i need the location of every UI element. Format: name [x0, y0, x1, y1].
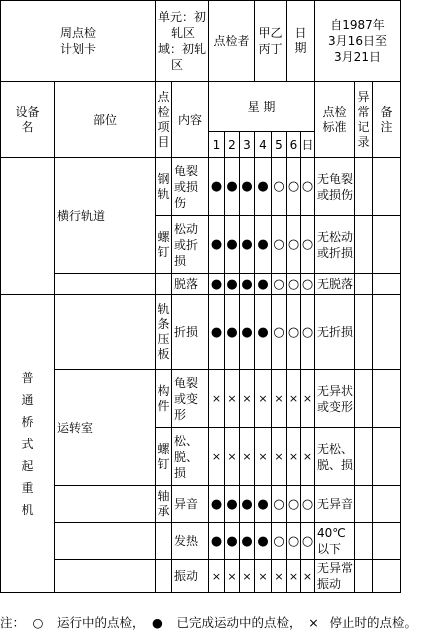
day-header: 日 — [301, 132, 315, 158]
card-title: 周点检 计划卡 — [1, 1, 156, 82]
standard-cell: 无脱落 — [315, 274, 355, 295]
day-mark: ● — [240, 523, 255, 560]
item-cell: 轨条压板 — [156, 295, 172, 370]
content-cell: 脱落 — [172, 274, 209, 295]
open-circle-icon: ○ — [32, 615, 44, 630]
day-mark: × — [209, 370, 225, 428]
part-cell — [55, 295, 156, 370]
item-cell — [156, 560, 172, 593]
part-cell — [55, 560, 156, 593]
day-mark: × — [255, 428, 272, 486]
inspector-label: 点检者 — [209, 1, 255, 82]
abnormal-cell — [355, 274, 373, 295]
day-mark: × — [225, 428, 240, 486]
equipment-header: 设备名 — [1, 82, 55, 158]
part-cell: 横行轨道 — [55, 158, 156, 274]
day-mark: ● — [255, 486, 272, 523]
standard-cell: 无松、脱、损 — [315, 428, 355, 486]
day-mark: ○ — [272, 158, 287, 216]
remark-cell — [373, 216, 401, 274]
part-cell — [55, 486, 156, 523]
day-mark: ● — [255, 523, 272, 560]
day-mark: ● — [240, 158, 255, 216]
remark-cell — [373, 370, 401, 428]
item-cell: 螺钉 — [156, 216, 172, 274]
day-mark: × — [255, 370, 272, 428]
table-row — [1, 370, 401, 428]
day-mark: × — [301, 370, 315, 428]
day-mark: ○ — [287, 274, 301, 295]
day-mark: ○ — [272, 523, 287, 560]
remark-cell — [373, 523, 401, 560]
remark-cell — [373, 428, 401, 486]
remark-header: 备注 — [373, 82, 401, 158]
cross-text: 停止时的点检。 — [329, 615, 417, 630]
content-header: 内容 — [172, 82, 209, 158]
day-mark: ○ — [287, 295, 301, 370]
standard-cell: 无龟裂或损伤 — [315, 158, 355, 216]
table-row — [1, 560, 401, 593]
content-cell: 松动或折损 — [172, 216, 209, 274]
day-mark: ○ — [301, 158, 315, 216]
day-mark: ● — [225, 523, 240, 560]
item-cell: 构件 — [156, 370, 172, 428]
item-cell — [156, 274, 172, 295]
day-mark: × — [209, 428, 225, 486]
day-mark: × — [272, 560, 287, 593]
day-header: 2 — [225, 132, 240, 158]
day-mark: ○ — [272, 295, 287, 370]
day-mark: ○ — [287, 523, 301, 560]
day-mark: ○ — [272, 274, 287, 295]
day-mark: ● — [209, 523, 225, 560]
day-mark: ● — [209, 295, 225, 370]
open-circle-text: 运行中的点检， — [56, 615, 145, 630]
standard-cell: 无松动或折损 — [315, 216, 355, 274]
remark-cell — [373, 158, 401, 216]
abnormal-cell — [355, 370, 373, 428]
day-mark: ● — [209, 274, 225, 295]
day-mark: × — [301, 560, 315, 593]
part-cell — [55, 523, 156, 560]
day-mark: ● — [209, 486, 225, 523]
day-header: 6 — [287, 132, 301, 158]
table-row — [1, 158, 401, 216]
remark-cell — [373, 560, 401, 593]
day-mark: × — [287, 370, 301, 428]
content-cell: 发热 — [172, 523, 209, 560]
day-mark: ○ — [301, 295, 315, 370]
day-mark: ○ — [301, 274, 315, 295]
content-cell: 松、脱、损 — [172, 428, 209, 486]
remark-cell — [373, 486, 401, 523]
day-mark: × — [287, 428, 301, 486]
day-header: 1 — [209, 132, 225, 158]
content-cell: 龟裂或损伤 — [172, 158, 209, 216]
day-mark: ○ — [272, 216, 287, 274]
day-mark: ○ — [287, 486, 301, 523]
item-cell: 钢轨 — [156, 158, 172, 216]
abnormal-cell — [355, 523, 373, 560]
day-mark: ● — [209, 158, 225, 216]
shift-label: 甲乙 丙丁 — [255, 1, 287, 82]
filled-circle-text: 已完成运动中的点检， — [176, 615, 302, 630]
day-mark: ○ — [301, 216, 315, 274]
abnormal-cell — [355, 295, 373, 370]
inspection-period: 自1987年 3月16日至 3月21日 — [315, 1, 401, 82]
item-cell: 轴承 — [156, 486, 172, 523]
day-mark: × — [240, 428, 255, 486]
item-header: 点检项目 — [156, 82, 172, 158]
remark-cell — [373, 274, 401, 295]
day-mark: ● — [225, 274, 240, 295]
day-mark: ● — [225, 295, 240, 370]
abnormal-cell — [355, 560, 373, 593]
content-cell: 龟裂或变形 — [172, 370, 209, 428]
day-header: 4 — [255, 132, 272, 158]
standard-cell: 40℃以下 — [315, 523, 355, 560]
abnormal-cell — [355, 216, 373, 274]
day-mark: × — [272, 428, 287, 486]
day-mark: ● — [225, 216, 240, 274]
remark-cell — [373, 295, 401, 370]
day-mark: ● — [225, 486, 240, 523]
abnormal-cell — [355, 158, 373, 216]
day-mark: × — [272, 370, 287, 428]
day-header: 5 — [272, 132, 287, 158]
unit-area: 单元：初 轧区 域：初轧 区 — [156, 1, 209, 82]
legend-note — [0, 611, 434, 635]
day-mark: × — [209, 560, 225, 593]
filled-circle-icon: ● — [152, 615, 163, 630]
equipment-cell: 普通桥式起重机 — [1, 295, 55, 593]
header-row — [1, 1, 401, 82]
day-mark: ● — [240, 295, 255, 370]
day-mark: × — [225, 370, 240, 428]
part-cell: 运转室 — [55, 370, 156, 486]
part-cell — [55, 274, 156, 295]
day-mark: ● — [240, 486, 255, 523]
table-row — [1, 523, 401, 560]
content-cell: 异音 — [172, 486, 209, 523]
day-mark: ● — [255, 158, 272, 216]
day-mark: ○ — [301, 523, 315, 560]
content-cell: 折损 — [172, 295, 209, 370]
day-mark: ● — [255, 216, 272, 274]
equipment-cell — [1, 158, 55, 295]
item-cell — [156, 523, 172, 560]
day-mark: × — [301, 428, 315, 486]
table-row — [1, 486, 401, 523]
day-mark: × — [240, 560, 255, 593]
day-mark: ● — [255, 274, 272, 295]
day-mark: ● — [225, 158, 240, 216]
cross-icon: × — [308, 615, 319, 630]
standard-cell: 无异音 — [315, 486, 355, 523]
table-row — [1, 295, 401, 370]
day-mark: × — [287, 560, 301, 593]
day-header: 3 — [240, 132, 255, 158]
day-mark: ● — [209, 216, 225, 274]
day-mark: × — [240, 370, 255, 428]
standard-cell: 无异常振动 — [315, 560, 355, 593]
column-header-row — [1, 82, 401, 132]
day-mark: × — [225, 560, 240, 593]
table-row — [1, 274, 401, 295]
note-prefix: 注： — [0, 615, 26, 630]
item-cell: 螺钉 — [156, 428, 172, 486]
content-cell: 振动 — [172, 560, 209, 593]
abnormal-cell — [355, 428, 373, 486]
day-mark: ○ — [301, 486, 315, 523]
day-mark: ○ — [287, 158, 301, 216]
day-mark: × — [255, 560, 272, 593]
abnormal-cell — [355, 486, 373, 523]
week-header: 星 期 — [209, 82, 315, 132]
abnormal-header: 异常记录 — [355, 82, 373, 158]
standard-cell: 无异状或变形 — [315, 370, 355, 428]
part-header: 部位 — [55, 82, 156, 158]
day-mark: ● — [240, 274, 255, 295]
day-mark: ○ — [287, 216, 301, 274]
day-mark: ○ — [272, 486, 287, 523]
standard-header: 点检标准 — [315, 82, 355, 158]
day-mark: ● — [255, 295, 272, 370]
standard-cell: 无折损 — [315, 295, 355, 370]
date-label: 日期 — [287, 1, 315, 82]
day-mark: ● — [240, 216, 255, 274]
